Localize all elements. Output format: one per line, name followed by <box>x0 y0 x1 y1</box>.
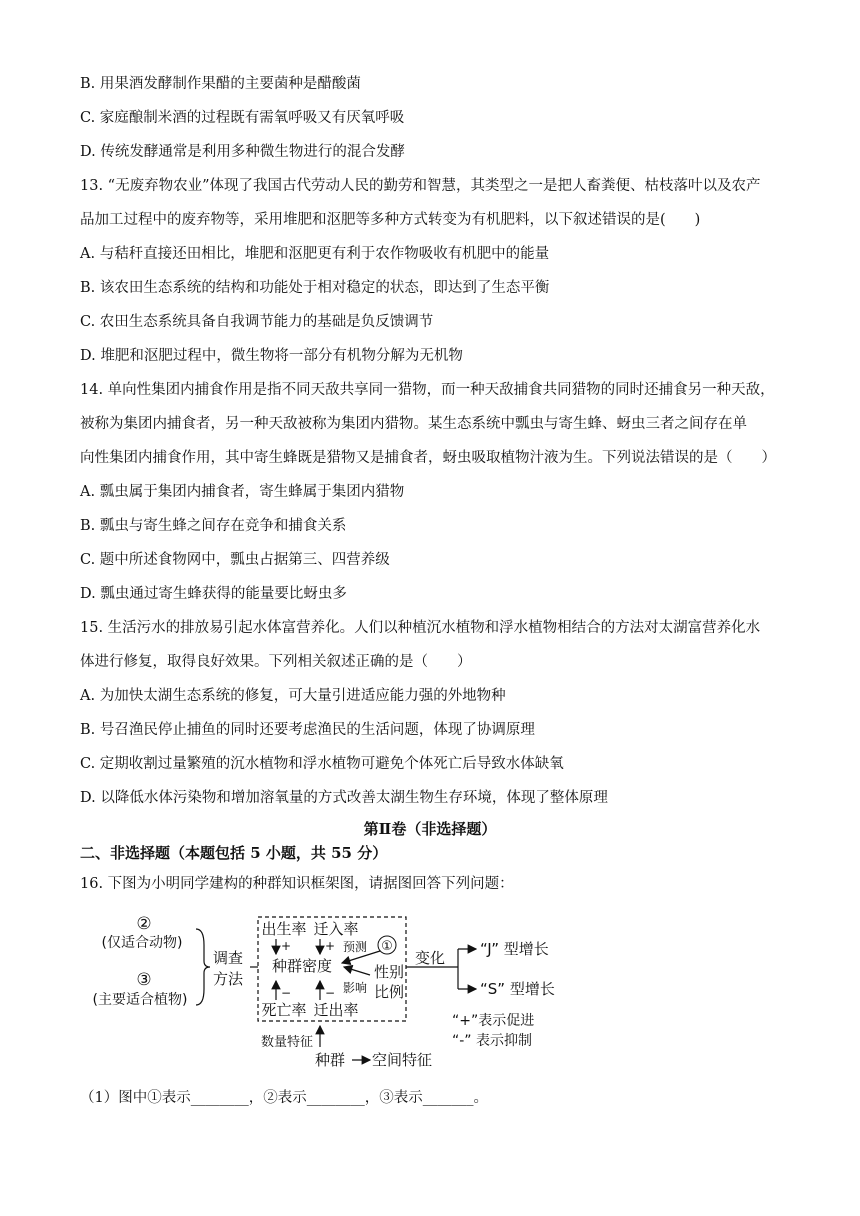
immigration-rate: 迁入率 <box>313 920 359 938</box>
circle-2-label: ② <box>136 914 152 934</box>
sex-ratio-arrow <box>344 967 370 975</box>
volume-title: 第Ⅱ卷（非选择题） <box>363 820 497 838</box>
option-a-q14: A. 瓢虫属于集团内捕食者，寄生蜂属于集团内猎物 <box>80 484 405 500</box>
option-a-q13: A. 与秸秆直接还田相比，堆肥和沤肥更有利于农作物吸收有机肥中的能量 <box>80 246 550 262</box>
option-d-q15: D. 以降低水体污染物和增加溶氧量的方式改善太湖生物生存环境，体现了整体原理 <box>80 790 608 806</box>
population-density: 种群密度 <box>271 957 333 975</box>
ratio-label: 比例 <box>373 983 405 1001</box>
plus-sign-2: + <box>324 939 336 953</box>
circle-1-label: ① <box>381 939 393 954</box>
minus-sign-1: − <box>280 986 292 1000</box>
change-label: 变化 <box>414 949 446 967</box>
population-label: 种群 <box>314 1051 346 1069</box>
plus-legend: “+”表示促进 <box>452 1013 535 1029</box>
question-14-stem-2: 被称为集团内捕食者，另一种天敌被称为集团内猎物。某生态系统中瓢虫与寄生蜂、蚜虫三者之间存在单 <box>80 416 747 432</box>
question-14-stem-3: 向性集团内捕食作用，其中寄生蜂既是猎物又是捕食者，蚜虫吸取植物汁液为生。下列说法错误的是（ ） <box>80 450 776 466</box>
plus-sign-1: + <box>280 939 292 953</box>
animals-only-note: (仅适合动物) <box>101 935 183 951</box>
minus-sign-2: − <box>324 986 336 1000</box>
option-c-q14: C. 题中所述食物网中，瓢虫占据第三、四营养级 <box>80 552 390 568</box>
option-a-q15: A. 为加快太湖生态系统的修复，可大量引进适应能力强的外地物种 <box>80 688 506 704</box>
option-c-q15: C. 定期收割过量繁殖的沉水植物和浮水植物可避免个体死亡后导致水体缺氧 <box>80 756 564 772</box>
option-d-q14: D. 瓢虫通过寄生蜂获得的能量要比蚜虫多 <box>80 586 347 602</box>
quantity-characteristics: 数量特征 <box>260 1035 314 1050</box>
sex-label: 性别 <box>373 963 405 981</box>
influence-label: 影响 <box>342 981 368 995</box>
emigration-rate: 迁出率 <box>313 1001 359 1019</box>
birth-rate: 出生率 <box>261 920 307 938</box>
s-growth-label: “S” 型增长 <box>480 980 555 998</box>
question-15-stem-1: 15. 生活污水的排放易引起水体富营养化。人们以种植沉水植物和浮水植物相结合的方法对太湖富营养化水 <box>80 620 761 636</box>
question-16-stem: 16. 下图为小明同学建构的种群知识框架图，请据图回答下列问题： <box>80 876 514 892</box>
question-15-stem-2: 体进行修复，取得良好效果。下列相关叙述正确的是（ ） <box>80 654 472 670</box>
population-knowledge-diagram <box>80 905 580 1075</box>
option-c-q13: C. 农田生态系统具备自我调节能力的基础是负反馈调节 <box>80 314 434 330</box>
option-b-q15: B. 号召渔民停止捕鱼的同时还要考虑渔民的生活问题，体现了协调原理 <box>80 722 535 738</box>
plants-mainly-note: (主要适合植物) <box>92 992 188 1008</box>
method-label: 方法 <box>212 970 244 988</box>
option-d-q13: D. 堆肥和沤肥过程中，微生物将一部分有机物分解为无机物 <box>80 348 463 364</box>
option-b-q13: B. 该农田生态系统的结构和功能处于相对稳定的状态，即达到了生态平衡 <box>80 280 550 296</box>
option-b-q12: B. 用果酒发酵制作果醋的主要菌种是醋酸菌 <box>80 76 361 92</box>
question-13-stem-2: 品加工过程中的废弃物等，采用堆肥和沤肥等多种方式转变为有机肥料，以下叙述错误的是( ) <box>80 212 701 228</box>
question-13-stem-1: 13. “无废弃物农业”体现了我国古代劳动人民的勤劳和智慧，其类型之一是把人畜粪便、枯枝落叶以及农产 <box>80 178 761 194</box>
option-b-q14: B. 瓢虫与寄生蜂之间存在竞争和捕食关系 <box>80 518 347 534</box>
left-brace <box>196 929 210 1005</box>
survey-label: 调查 <box>212 949 244 967</box>
spatial-characteristics: 空间特征 <box>372 1051 433 1069</box>
minus-legend: “-” 表示抑制 <box>452 1033 533 1049</box>
circle-3-label: ③ <box>136 970 152 990</box>
question-16-sub-1: （1）图中①表示________，②表示________，③表示_______。 <box>80 1090 488 1106</box>
j-growth-label: “J” 型增长 <box>480 940 549 958</box>
option-d-q12: D. 传统发酵通常是利用多种微生物进行的混合发酵 <box>80 144 405 160</box>
question-14-stem-1: 14. 单向性集团内捕食作用是指不同天敌共享同一猎物，而一种天敌捕食共同猎物的同时还捕食另一种天敌， <box>80 382 775 398</box>
predict-label: 预测 <box>342 940 368 954</box>
section-title: 二、非选择题（本题包括 5 小题，共 55 分） <box>80 844 388 862</box>
death-rate: 死亡率 <box>261 1001 307 1019</box>
option-c-q12: C. 家庭酿制米酒的过程既有需氧呼吸又有厌氧呼吸 <box>80 110 405 126</box>
